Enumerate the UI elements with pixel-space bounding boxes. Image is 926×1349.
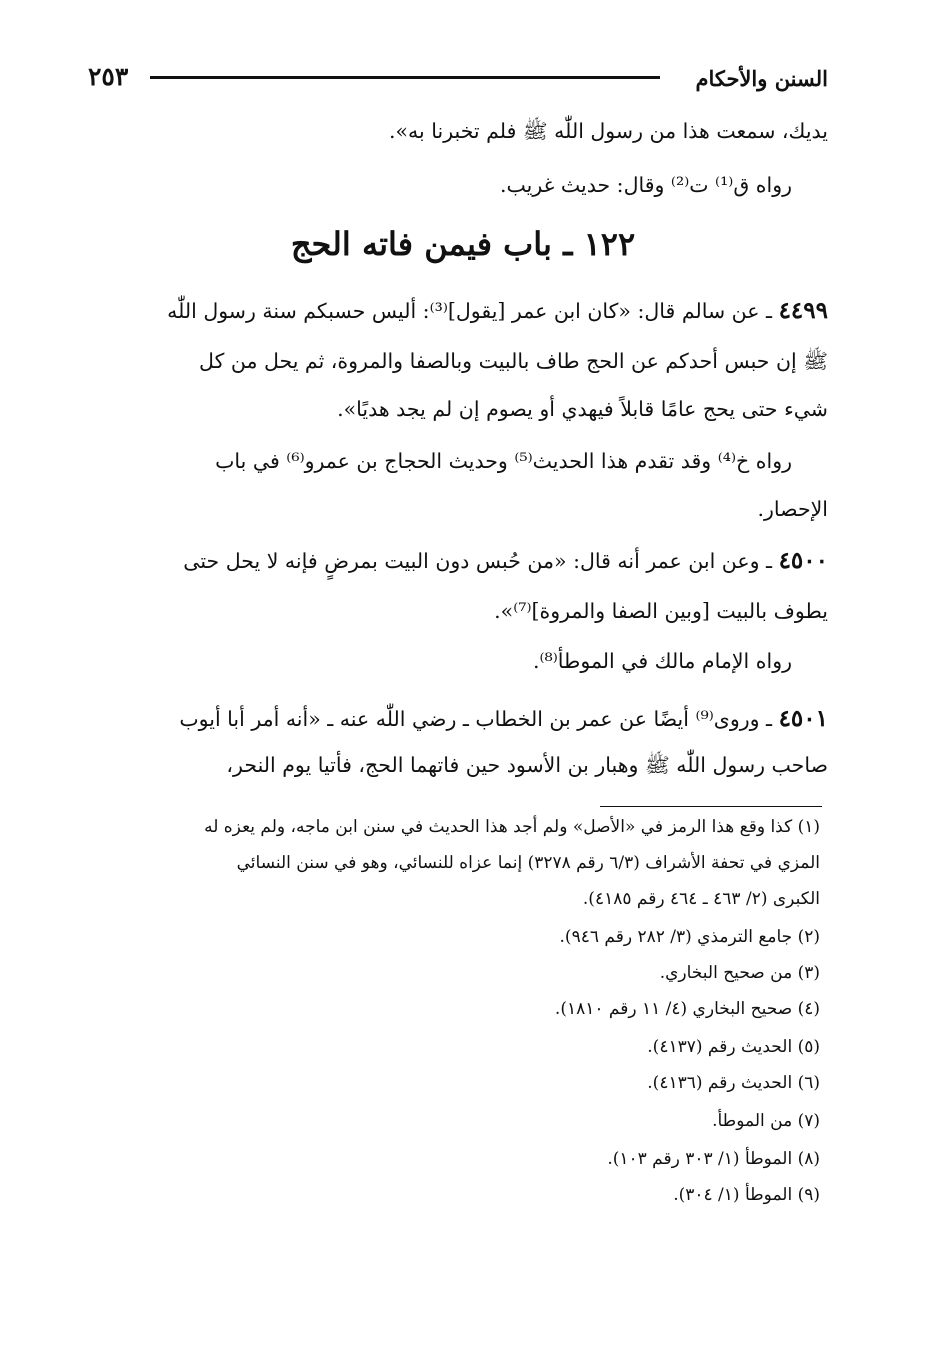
hadith-number: ٤٤٩٩: [778, 297, 828, 324]
text-line: ﷺ إن حبس أحدكم عن الحج طاف بالبيت وبالصفا والمروة، ثم يحل من كل: [199, 349, 828, 373]
hadith-text: ـ عن سالم قال: «كان ابن عمر [يقول]⁽³⁾: أليس حسبكم سنة رسول اللّٰه: [167, 299, 773, 323]
hadith-4500-line: [183, 546, 828, 576]
footnote: (٥) الحديث رقم (٤١٣٧).: [647, 1037, 820, 1057]
footnote: (١) كذا وقع هذا الرمز في «الأصل» ولم أجد هذا الحديث في سنن ابن ماجه، ولم يعزه له: [204, 817, 820, 837]
chapter-heading: ١٢٢ ـ باب فيمن فاته الحج: [290, 225, 636, 263]
footnote: (٤) صحيح البخاري (٤/ ١١ رقم ١٨١٠).: [554, 999, 820, 1019]
hadith-4501-line: [179, 704, 828, 734]
hadith-number: ٤٥٠٠: [778, 547, 828, 574]
footnote: المزي في تحفة الأشراف (٦/٣ رقم ٣٢٧٨) إنما عزاه للنسائي، وهو في سنن النسائي: [236, 853, 820, 873]
hadith-number: ٤٥٠١: [778, 705, 828, 732]
text-line: شيء حتى يحج عامًا قابلاً فيهدي أو يصوم إن لم يجد هديًا».: [337, 397, 828, 421]
text-line: رواه خ⁽⁴⁾ وقد تقدم هذا الحديث⁽⁵⁾ وحديث الحجاج بن عمرو⁽⁶⁾ في باب: [215, 449, 792, 473]
footnote: (٣) من صحيح البخاري.: [659, 963, 820, 983]
text-line: صاحب رسول اللّٰه ﷺ وهبار بن الأسود حين فاتهما الحج، فأتيا يوم النحر،: [226, 753, 828, 777]
running-title: السنن والأحكام: [695, 66, 828, 91]
footnote: الكبرى (٢/ ٤٦٣ ـ ٤٦٤ رقم ٤١٨٥).: [582, 889, 820, 909]
text-line: رواه الإمام مالك في الموطأ⁽⁸⁾.: [532, 649, 792, 673]
footnote-rule: [600, 806, 822, 807]
page-number: ٢٥٣: [88, 62, 129, 91]
footnote: (٢) جامع الترمذي (٣/ ٢٨٢ رقم ٩٤٦).: [559, 927, 820, 947]
footnote: (٨) الموطأ (١/ ٣٠٣ رقم ١٠٣).: [607, 1149, 820, 1169]
text-line: يطوف بالبيت [وبين الصفا والمروة]⁽⁷⁾».: [494, 599, 828, 623]
hadith-text: ـ وروى⁽⁹⁾ أيضًا عن عمر بن الخطاب ـ رضي اللّٰه عنه ـ «أنه أمر أبا أيوب: [179, 707, 773, 731]
hadith-text: ـ وعن ابن عمر أنه قال: «من حُبس دون البيت بمرضٍ فإنه لا يحل حتى: [183, 549, 773, 573]
footnote: (٩) الموطأ (١/ ٣٠٤).: [673, 1185, 820, 1205]
footnote: (٦) الحديث رقم (٤١٣٦).: [647, 1073, 820, 1093]
hadith-4499-line: [167, 296, 828, 326]
text-line: الإحصار.: [757, 497, 828, 521]
text-line: رواه ق⁽¹⁾ ت⁽²⁾ وقال: حديث غريب.: [499, 173, 792, 197]
footnote: (٧) من الموطأ.: [712, 1111, 820, 1131]
text-line: يديك، سمعت هذا من رسول اللّٰه ﷺ فلم تخبرنا به».: [388, 119, 828, 143]
